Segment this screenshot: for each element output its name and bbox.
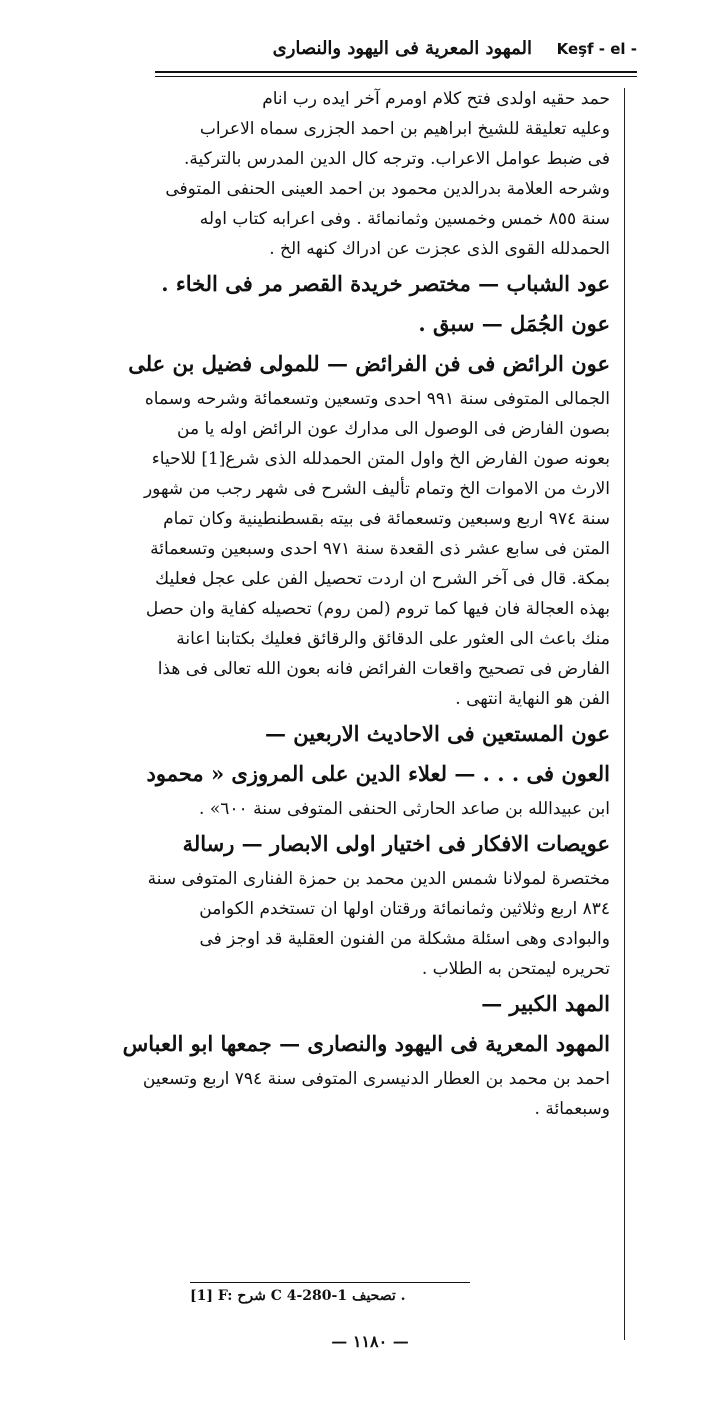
entry-heading-line: عون الجُمَل — سبق . xyxy=(418,311,610,336)
footnote: [1] F: شرح C 4-280-1 تصحيف . xyxy=(190,1288,406,1304)
text-line: احمد بن محمد بن العطار الدنيسرى المتوفى سنة ٧٩٤ اربع وتسعين xyxy=(142,1069,610,1089)
footnote-rule xyxy=(190,1282,470,1283)
header-rule xyxy=(155,71,637,73)
text-line: ابن عبيدالله بن صاعد الحارثى الحنفى المتوفى سنة ٦٠٠» . xyxy=(199,799,610,819)
text-line: ٨٣٤ اربع وثلاثين وثمانمائة ورقتان اولها ان تستخدم الكوامن xyxy=(199,899,610,919)
text-line: وشرحه العلامة بدرالدين محمود بن احمد العينى الحنفى المتوفى xyxy=(165,179,610,199)
margin-line xyxy=(624,88,625,1340)
entry-heading-line: المهود المعرية فى اليهود والنصارى — جمعها ابو العباس xyxy=(122,1031,610,1056)
text-line: سنة ٨٥٥ خمس وخمسين وثمانمائة . وفى اعرابه كتاب اوله xyxy=(199,209,610,229)
text-line: بمكة. قال فى آخر الشرح ان اردت تحصيل الفن على عجل فعليك xyxy=(155,569,610,589)
text-line: بعونه صون الفارض الخ واول المتن الحمدلله الذى شرع[1] للاحياء xyxy=(151,449,610,469)
text-line: حمد حقيه اولدى فتح كلام اومرم آخر ايده رب انام xyxy=(262,89,610,109)
entry-heading-line: عون المستعين فى الاحاديث الاربعين — xyxy=(264,721,610,746)
running-header xyxy=(155,38,637,68)
text-line: والبوادى وهى اسئلة مشكلة من الفنون العقلية قد اوجز فى xyxy=(199,929,610,949)
text-line: سنة ٩٧٤ اربع وسبعين وتسعمائة فى بيته بقسطنطينية وكان تمام xyxy=(163,509,610,529)
text-line: الجمالى المتوفى سنة ٩٩١ احدى وتسعين وتسعمائة وشرحه وسماه xyxy=(144,389,610,409)
text-line: المتن فى سابع عشر ذى القعدة سنة ٩٧١ احدى وسبعين وتسعمائة xyxy=(150,539,610,559)
text-line: تحريره ليمتحن به الطلاب . xyxy=(421,959,610,979)
entry-heading-line: عود الشباب — مختصر خريدة القصر مر فى الخاء . xyxy=(161,271,610,296)
body-text xyxy=(122,84,610,1124)
text-line: بصون الفارض فى الوصول الى مدارك عون الرائض اوله يا من xyxy=(177,419,610,439)
text-line: بهذه العجالة فان فيها كما تروم (لمن روم) تحصيله كفاية وان حصل xyxy=(145,599,610,619)
text-line: منك باعث الى العثور على الدقائق والرقائق فعليك بكتابنا اعانة xyxy=(176,629,610,649)
entry-heading-line: المهد الكبير — xyxy=(481,991,610,1016)
text-line: الحمدلله القوى الذى عجزت عن ادراك كنهه الخ . xyxy=(269,239,610,259)
text-line: الفارض فى تصحيح واقعات الفرائض فانه بعون الله تعالى فى هذا xyxy=(157,659,610,679)
text-line: وسبعمائة . xyxy=(534,1099,610,1119)
entry-heading-line: عويصات الافكار فى اختيار اولى الابصار — رسالة xyxy=(182,831,610,856)
page-number: — ١١٨٠ — xyxy=(331,1332,409,1351)
text-line: الفن هو النهاية انتهى . xyxy=(455,689,610,709)
entry-heading-line: العون فى . . . — لعلاء الدين على المروزى « محمود xyxy=(146,761,610,786)
header-rule-thin xyxy=(155,76,637,77)
text-line: مختصرة لمولانا شمس الدين محمد بن حمزة الفنارى المتوفى سنة xyxy=(147,869,610,889)
text-line: فى ضبط عوامل الاعراب. وترجه كال الدين المدرس بالتركية. xyxy=(184,149,610,169)
text-line: الارث من الاموات الخ وتمام تأليف الشرح فى شهر رجب من شهور xyxy=(143,479,610,499)
header-code: Keşf - el - xyxy=(556,40,637,58)
header-title: المهود المعرية فى اليهود والنصارى xyxy=(272,38,532,59)
text-line: وعليه تعليقة للشيخ ابراهيم بن احمد الجزرى سماه الاعراب xyxy=(199,119,610,139)
entry-heading-line: عون الرائض فى فن الفرائض — للمولى فضيل بن على xyxy=(128,351,610,376)
